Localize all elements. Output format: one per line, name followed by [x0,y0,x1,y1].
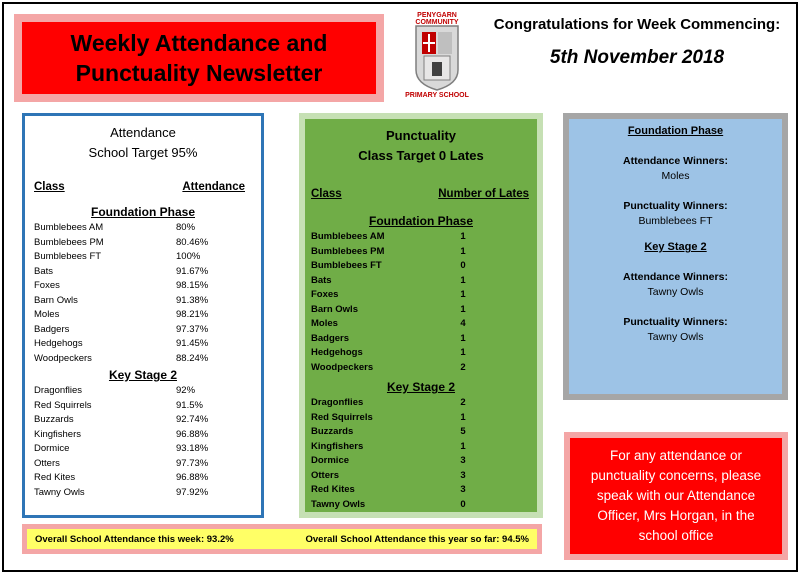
class-value: 80.46% [176,236,209,248]
class-name: Kingfishers [34,428,81,440]
overall-attendance-week: Overall School Attendance this week: 93.2% [35,533,234,545]
attendance-title: Attendance [110,125,176,140]
school-logo [402,12,472,104]
winners-panel-inner [569,119,782,394]
class-name: Kingfishers [311,440,364,452]
class-name: Woodpeckers [311,361,374,373]
winners-panel [563,113,788,400]
class-name: Red Squirrels [311,411,373,423]
table-row [25,308,261,323]
class-name: Bumblebees AM [311,231,385,242]
logo-bottom-text: PRIMARY SCHOOL [405,92,469,99]
ks2-punctuality-winners-label: Punctuality Winners: [623,316,728,328]
fp-attendance-winners-value: Moles [661,170,690,182]
winners-ks2-heading: Key Stage 2 [644,241,707,253]
ks2-attendance-winners-label: Attendance Winners: [623,271,728,283]
class-name: Tawny Owls [311,498,366,510]
concerns-message: For any attendance or punctuality concerns, please speak with our Attendance Officer, Mrs Horgan, in the school office [570,438,782,554]
class-value: 1 [460,231,466,242]
class-name: Dormice [34,443,70,454]
table-row [305,361,537,376]
class-name: Bumblebees AM [34,222,104,233]
class-value: 1 [460,289,466,300]
table-row [25,265,261,280]
congrats-heading: Congratulations for Week Commencing: [493,16,781,33]
class-name: Red Squirrels [34,399,92,411]
class-value: 96.88% [176,472,209,483]
class-value: 98.21% [176,309,209,320]
table-row [25,457,261,472]
table-row [25,352,261,367]
overall-attendance-year: Overall School Attendance this year so far: 94.5% [305,533,529,545]
class-name: Otters [311,469,339,481]
class-value: 1 [460,274,466,286]
overall-attendance-bar [22,524,542,554]
class-value: 2 [460,361,466,373]
title-line-2: Punctuality Newsletter [75,60,323,86]
class-name: Bumblebees FT [34,251,102,262]
class-name: Barn Owls [34,294,78,306]
class-value: 3 [460,469,466,481]
class-value: 1 [460,411,466,423]
class-value: 0 [460,498,466,510]
class-value: 88.24% [176,352,209,364]
table-row [305,274,537,289]
table-row [305,425,537,440]
week-date: 5th November 2018 [549,47,725,68]
class-name: Hedgehogs [34,338,83,349]
table-row [25,250,261,265]
foundation-phase-heading: Foundation Phase [368,214,473,228]
class-value: 4 [460,318,466,329]
table-row [305,346,537,361]
attendance-target: School Target 95% [88,145,198,160]
class-value: 97.73% [176,457,209,469]
class-name: Red Kites [311,484,355,495]
attendance-panel [22,113,264,518]
class-name: Badgers [311,332,350,344]
key-stage-2-heading: Key Stage 2 [108,368,178,382]
table-row [25,323,261,338]
class-name: Bumblebees PM [34,236,104,248]
class-value: 1 [460,332,466,344]
table-row [305,332,537,347]
table-row [305,245,537,260]
punctuality-title: Punctuality [385,128,457,143]
column-header-class: Class [311,188,342,200]
punctuality-foundation-list [305,230,537,375]
class-name: Badgers [34,323,70,335]
class-name: Dragonflies [311,397,364,408]
column-header-attendance: Attendance [182,181,245,193]
class-name: Hedgehogs [311,347,363,358]
table-row [305,454,537,469]
class-value: 80% [176,222,196,233]
class-value: 91.38% [176,294,209,306]
table-row [305,396,537,411]
table-row [25,428,261,443]
class-value: 3 [460,455,466,466]
class-name: Tawny Owls [34,486,85,498]
school-crest-icon [402,12,472,104]
column-header-lates: Number of Lates [438,188,529,200]
table-row [25,384,261,399]
class-value: 92% [176,385,196,396]
class-value: 5 [460,426,466,437]
punctuality-panel [299,113,543,518]
table-row [305,230,537,245]
class-value: 91.67% [176,265,209,277]
class-value: 0 [460,260,466,271]
logo-top-text: PENYGARN COMMUNITY [415,12,459,26]
table-row [25,279,261,294]
class-name: Dormice [311,455,350,466]
column-header-class: Class [34,181,65,193]
class-value: 1 [460,303,466,315]
class-value: 97.92% [176,486,209,498]
class-name: Bumblebees PM [311,245,385,257]
punctuality-ks2-list [305,396,537,512]
fp-attendance-winners-label: Attendance Winners: [623,155,728,167]
table-row [305,440,537,455]
table-row [25,399,261,414]
ks2-attendance-winners-value: Tawny Owls [647,286,704,298]
punctuality-panel-inner [305,119,537,512]
concerns-panel [564,432,788,560]
table-row [25,442,261,457]
class-value: 92.74% [176,414,209,425]
class-name: Red Kites [34,472,76,483]
class-value: 96.88% [176,428,209,440]
table-row [25,337,261,352]
class-name: Barn Owls [311,303,358,315]
fp-punctuality-winners-value: Bumblebees FT [638,215,713,227]
table-row [25,413,261,428]
class-value: 2 [460,397,466,408]
class-value: 3 [460,484,466,495]
table-row [25,221,261,236]
class-name: Woodpeckers [34,352,92,364]
class-name: Dragonflies [34,385,83,396]
class-value: 100% [176,251,201,262]
class-value: 97.37% [176,323,209,335]
class-value: 91.45% [176,338,209,349]
key-stage-2-heading: Key Stage 2 [386,380,456,394]
punctuality-target: Class Target 0 Lates [358,148,484,163]
table-row [305,498,537,513]
table-row [305,259,537,274]
table-row [305,411,537,426]
table-row [25,294,261,309]
class-value: 91.5% [176,399,203,411]
class-name: Buzzards [34,414,74,425]
class-name: Moles [34,309,60,320]
class-name: Moles [311,318,338,329]
class-name: Otters [34,457,60,469]
attendance-foundation-list [25,221,261,366]
table-row [305,317,537,332]
class-name: Bats [311,274,332,286]
fp-punctuality-winners-label: Punctuality Winners: [623,200,728,212]
table-row [305,288,537,303]
winners-foundation-heading: Foundation Phase [627,125,724,137]
congratulations-header [482,16,792,69]
table-row [25,486,261,501]
punctuality-column-headers [305,188,537,200]
class-value: 98.15% [176,280,209,291]
class-value: 1 [460,245,466,257]
class-name: Foxes [34,280,60,291]
attendance-ks2-list [25,384,261,500]
foundation-phase-heading: Foundation Phase [90,205,195,219]
title-banner [22,22,376,94]
class-value: 93.18% [176,443,209,454]
table-row [305,469,537,484]
attendance-column-headers [25,181,261,193]
class-name: Bats [34,265,54,277]
class-name: Foxes [311,289,339,300]
class-name: Bumblebees FT [311,260,382,271]
table-row [305,483,537,498]
ks2-punctuality-winners-value: Tawny Owls [647,331,704,343]
table-row [25,471,261,486]
class-value: 1 [460,347,466,358]
class-value: 1 [460,440,466,452]
class-name: Buzzards [311,426,354,437]
table-row [25,236,261,251]
title-line-1: Weekly Attendance and [70,30,328,56]
overall-attendance-inner [27,529,537,549]
table-row [305,303,537,318]
